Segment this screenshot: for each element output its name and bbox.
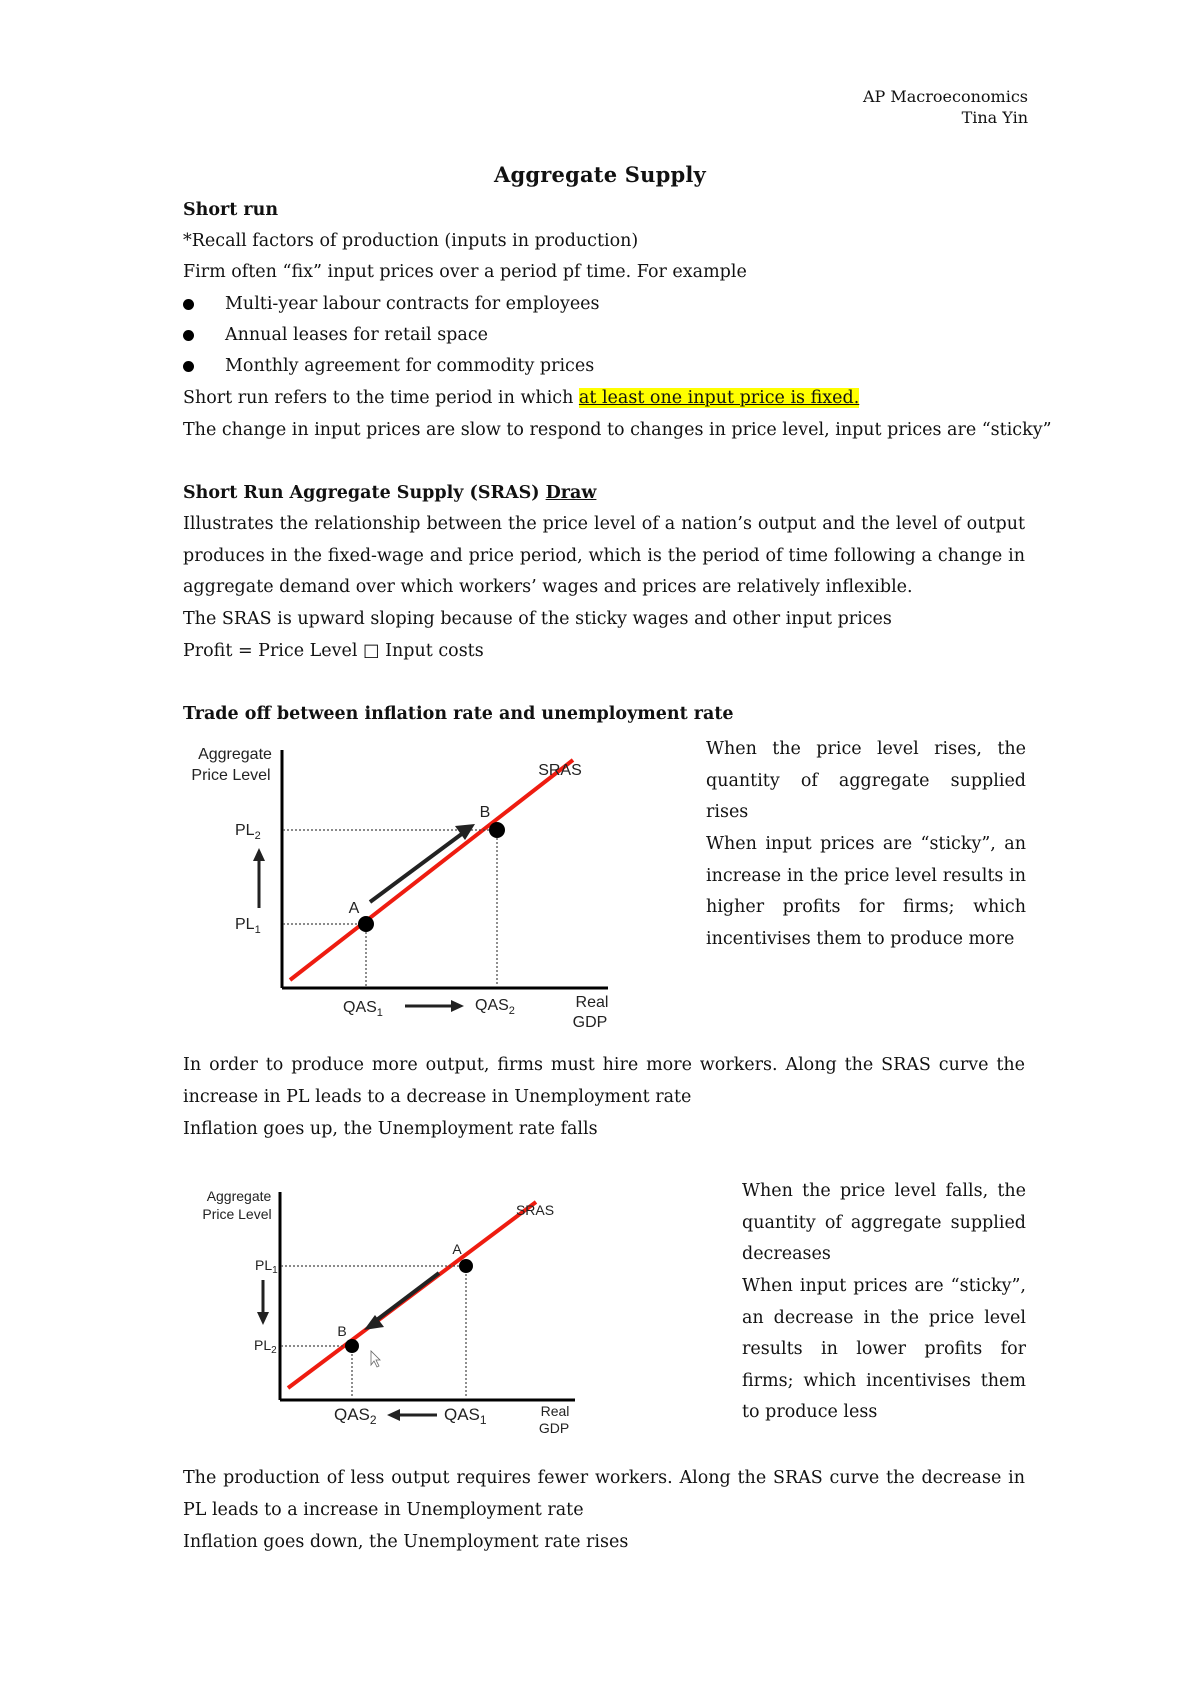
tradeoff-heading: Trade off between inflation rate and unemployment rate [183, 704, 734, 724]
tick-qas2: $QAS_2$ [334, 1405, 377, 1427]
fix-intro-line: Firm often “fix” input prices over a period pf time. For example [183, 262, 747, 282]
sras-heading-draw: Draw [545, 483, 597, 503]
movement-arrow [370, 833, 463, 902]
definition-prefix: Short run refers to the time period in which [183, 388, 579, 408]
side-text-2: When input prices are “sticky”, an increase in the price level results in higher profits for firms; which incentivises them to produce more [706, 834, 1026, 949]
sras-decrease-chart [190, 1175, 610, 1445]
after-text-4: Inflation goes down, the Unemployment rate rises [183, 1532, 629, 1552]
sras-heading [183, 481, 596, 505]
y-axis-label-line2: Price Level [191, 767, 271, 784]
x-axis-label-line1: Real [575, 994, 609, 1011]
point-a [358, 916, 374, 932]
tick-pl2: $PL_2$ [235, 822, 261, 842]
point-a-label: A [452, 1241, 462, 1257]
point-a [459, 1259, 473, 1273]
point-b [345, 1339, 359, 1353]
bullet-item: Monthly agreement for commodity prices [183, 354, 594, 378]
point-a-label: A [348, 900, 360, 917]
sras-curve [290, 760, 573, 980]
pl-up-arrow-head [253, 848, 265, 861]
point-b-label: B [337, 1323, 347, 1339]
header-course: AP Macroeconomics [862, 87, 1028, 106]
page-header [863, 86, 1028, 128]
sras-paragraph: Illustrates the relationship between the price level of a nation’s output and the level of output produces in the fixed-wage and price period, which is the period of time following a change in aggregate demand over which workers’ wages and prices are relatively inflexible. [183, 514, 1025, 597]
recall-line: *Recall factors of production (inputs in production) [183, 231, 639, 251]
qas-right-arrow-head [451, 1000, 464, 1012]
short-run-heading: Short run [183, 200, 279, 220]
header-author: Tina Yin [961, 108, 1028, 127]
x-axis-label-line2: GDP [572, 1014, 608, 1031]
cursor-icon [371, 1351, 380, 1367]
x-axis-label-line1: Real [540, 1403, 570, 1419]
point-b [489, 822, 505, 838]
point-b-label: B [479, 804, 491, 821]
bullet-item: Annual leases for retail space [183, 323, 488, 347]
x-axis-label-line2: GDP [538, 1420, 570, 1436]
definition-highlight: at least one input price is fixed. [578, 388, 860, 408]
page-title: Aggregate Supply [494, 162, 706, 187]
sras-upward-line: The SRAS is upward sloping because of the sticky wages and other input prices [183, 609, 892, 629]
sras-increase-chart [180, 730, 640, 1040]
sras-label: SRAS [515, 1202, 555, 1218]
after-text-3: The production of less output requires fewer workers. Along the SRAS curve the decrease in PL leads to a increase in Unemployment rate [183, 1468, 1025, 1520]
qas-left-arrow-head [387, 1409, 400, 1421]
side-text-4: When input prices are “sticky”, an decrease in the price level results in lower profits for firms; which incentivises them to produce less [742, 1276, 1026, 1422]
sticky-line: The change in input prices are slow to respond to changes in price level, input prices are “sticky” [183, 420, 1052, 440]
bullet-item: Multi-year labour contracts for employees [183, 292, 600, 316]
tick-pl1: $PL_1$ [235, 916, 261, 936]
profit-line: Profit = Price Level □ Input costs [183, 641, 484, 661]
tick-qas1: $QAS_1$ [444, 1405, 487, 1427]
movement-arrow [374, 1273, 439, 1322]
tick-pl2: $PL_2$ [254, 1337, 277, 1356]
tick-pl1: $PL_1$ [255, 1257, 278, 1276]
sras-heading-text: Short Run Aggregate Supply (SRAS) [183, 483, 546, 503]
definition-line [183, 386, 859, 410]
side-text-1: When the price level rises, the quantity of aggregate supplied rises [706, 739, 1026, 822]
pl-down-arrow-head [257, 1312, 269, 1325]
sras-label: SRAS [538, 762, 582, 779]
after-text-1: In order to produce more output, firms must hire more workers. Along the SRAS curve the increase in PL leads to a decrease in Unemployment rate [183, 1055, 1025, 1107]
tick-qas1: $QAS_1$ [343, 999, 383, 1019]
after-text-2: Inflation goes up, the Unemployment rate falls [183, 1119, 598, 1139]
y-axis-label-line1: Aggregate [198, 746, 272, 763]
tick-qas2: $QAS_2$ [475, 997, 515, 1017]
y-axis-label-line2: Price Level [202, 1206, 272, 1222]
y-axis-label-line1: Aggregate [206, 1188, 272, 1204]
side-text-3: When the price level falls, the quantity of aggregate supplied decreases [742, 1181, 1026, 1264]
